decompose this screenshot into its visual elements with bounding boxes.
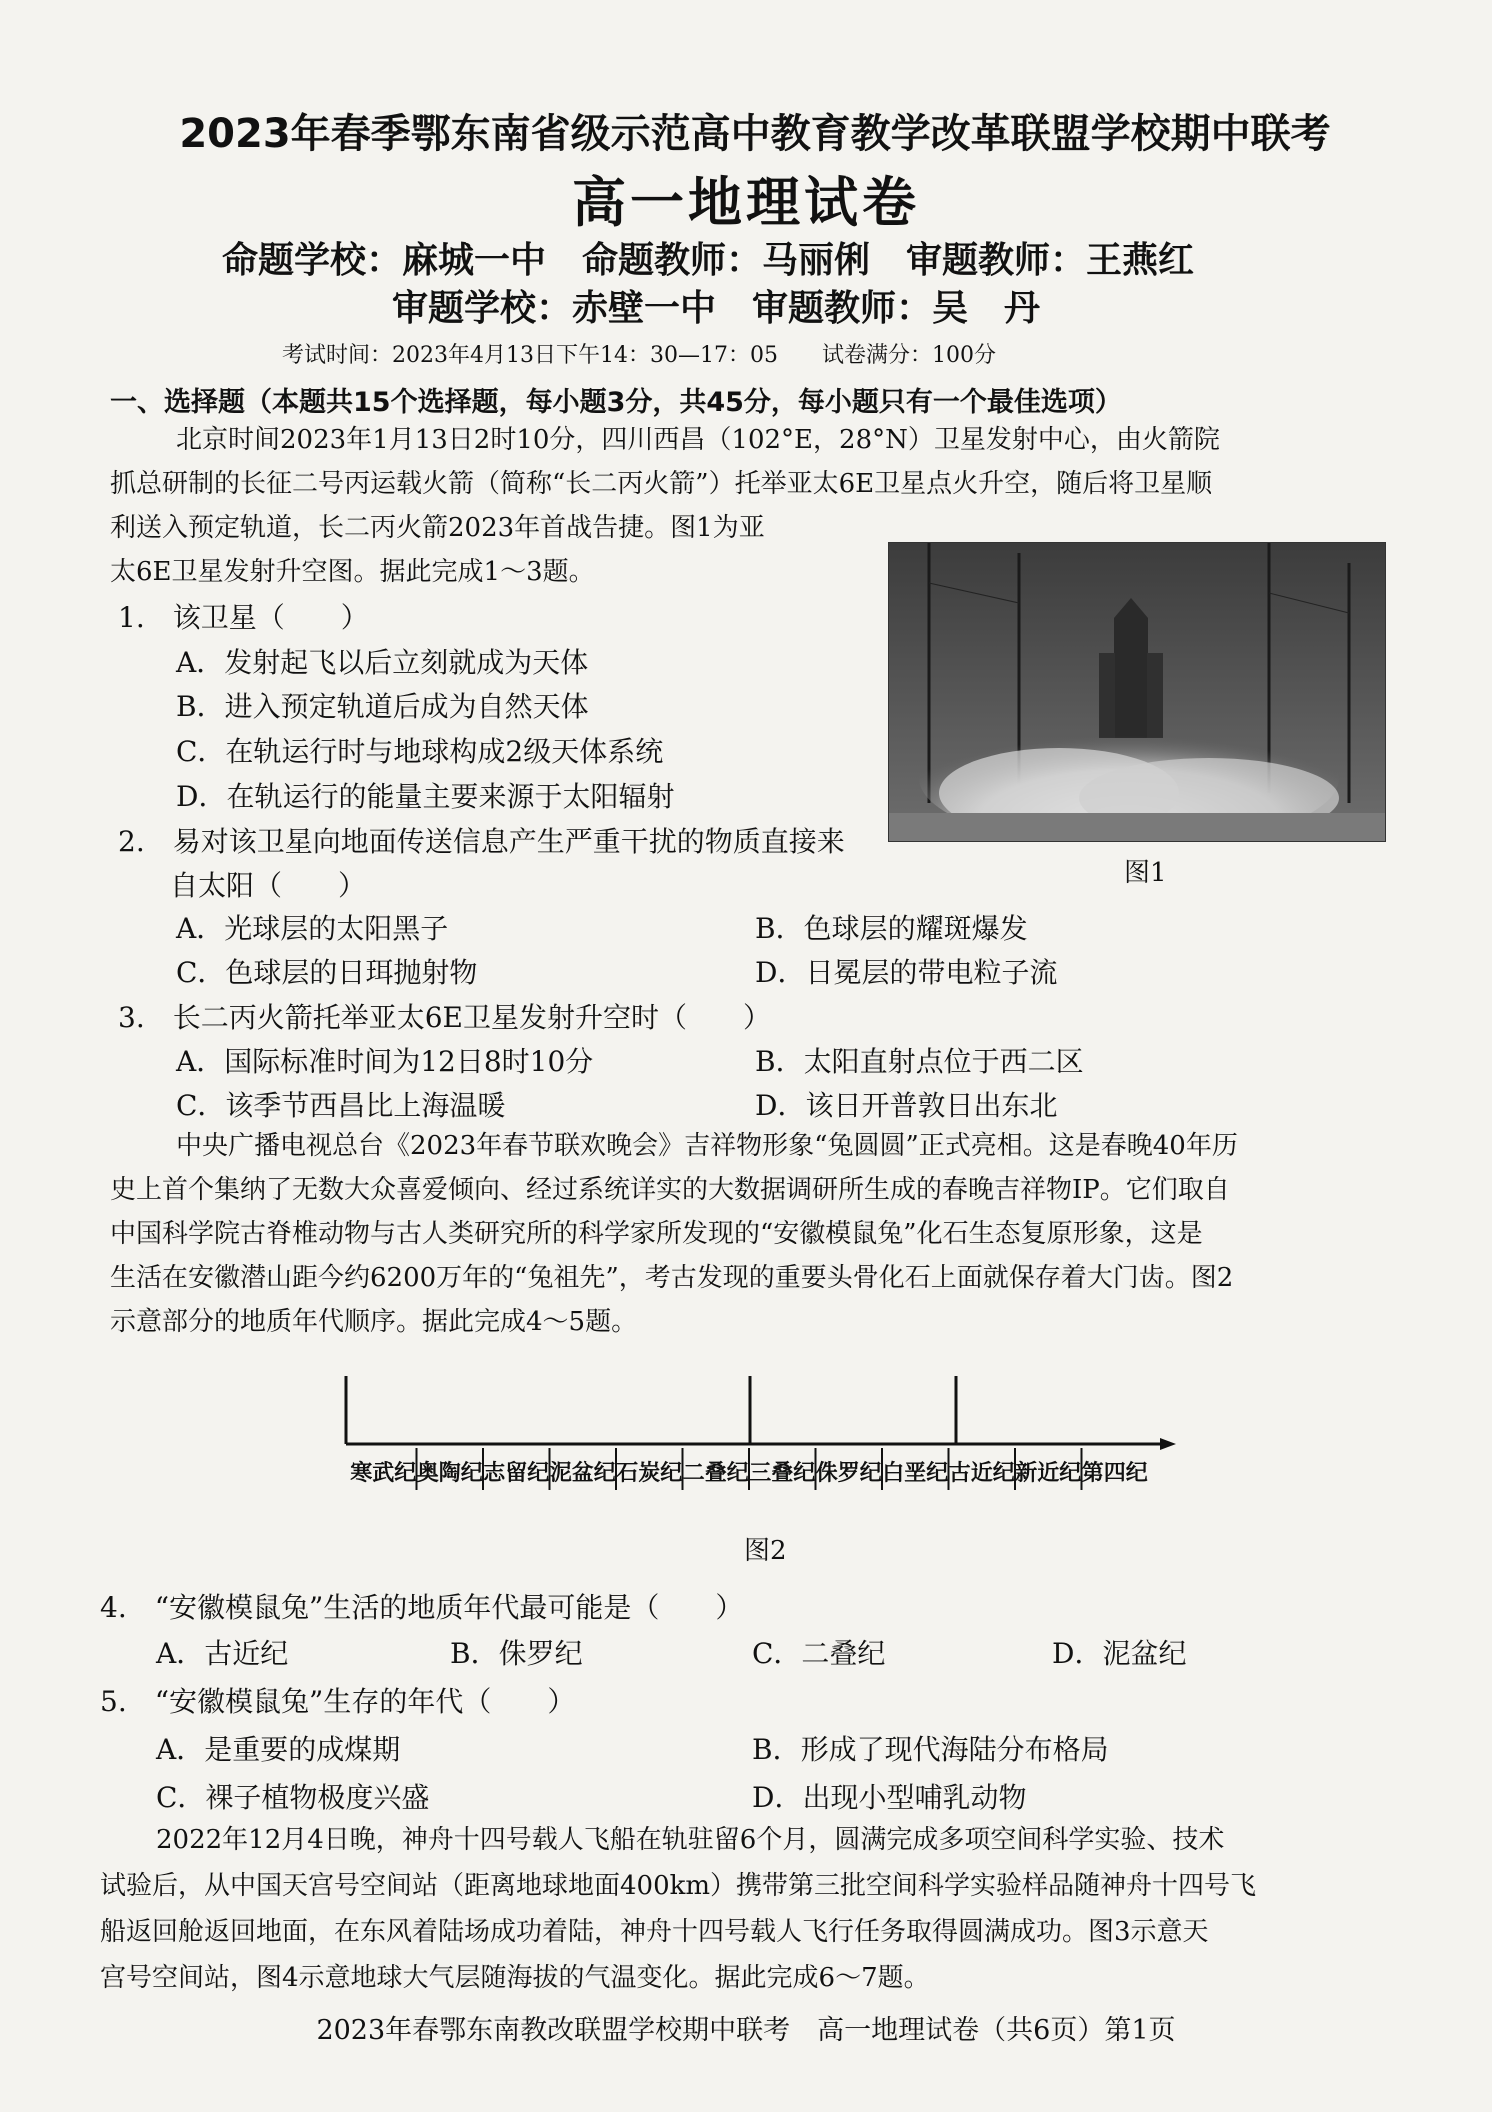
period-label: 三叠纪 bbox=[749, 1461, 816, 1486]
exam-subtitle: 高一地理试卷 bbox=[572, 171, 920, 234]
passage3-line: 试验后，从中国天宫号空间站（距离地球地面400km）携带第三批空间科学实验样品随神舟十四号飞 bbox=[100, 1871, 1257, 1901]
section-heading: 一、选择题（本题共15个选择题，每小题3分，共45分，每小题只有一个最佳选项） bbox=[110, 387, 1122, 418]
page-footer: 2023年春鄂东南教改联盟学校期中联考 高一地理试卷（共6页）第1页 bbox=[316, 2015, 1176, 2046]
passage1-line: 抓总研制的长征二号丙运载火箭（简称“长二丙火箭”）托举亚太6E卫星点火升空，随后将卫星顺 bbox=[110, 469, 1213, 499]
passage1-line: 利送入预定轨道，长二丙火箭2023年首战告捷。图1为亚 bbox=[110, 513, 765, 543]
timeline-arrow bbox=[1160, 1438, 1176, 1450]
q5-option-d: D．出现小型哺乳动物 bbox=[752, 1781, 1027, 1814]
rocket-launch-illustration bbox=[889, 543, 1385, 841]
q4-option-b: B．侏罗纪 bbox=[450, 1637, 583, 1670]
q5-option-c: C．裸子植物极度兴盛 bbox=[156, 1781, 430, 1814]
period-label: 古近纪 bbox=[948, 1461, 1015, 1486]
q4-option-a: A．古近纪 bbox=[156, 1637, 289, 1670]
q2-option-a: A．光球层的太阳黑子 bbox=[176, 912, 449, 945]
period-label: 奥陶纪 bbox=[416, 1461, 483, 1486]
q1-option-b: B．进入预定轨道后成为自然天体 bbox=[176, 690, 589, 723]
exam-title: 2023年春季鄂东南省级示范高中教育教学改革联盟学校期中联考 bbox=[179, 111, 1331, 157]
question-2-stem-cont: 自太阳（ ） bbox=[170, 869, 367, 902]
q2-option-d: D．日冕层的带电粒子流 bbox=[755, 956, 1058, 989]
rocket-launch-photo bbox=[888, 542, 1386, 842]
q2-option-b: B．色球层的耀斑爆发 bbox=[755, 912, 1028, 945]
period-label: 二叠纪 bbox=[682, 1461, 749, 1486]
q3-option-a: A．国际标准时间为12日8时10分 bbox=[176, 1045, 594, 1078]
passage1-line: 太6E卫星发射升空图。据此完成1～3题。 bbox=[110, 557, 595, 587]
passage2-line: 史上首个集纳了无数大众喜爱倾向、经过系统详实的大数据调研所生成的春晚吉祥物IP。它们取自 bbox=[110, 1175, 1230, 1205]
authors-line-2: 审题学校：赤壁一中 审题教师：吴 丹 bbox=[392, 288, 1041, 329]
question-1-stem: 1. 该卫星（ ） bbox=[118, 601, 369, 634]
passage3-line: 宫号空间站，图4示意地球大气层随海拔的气温变化。据此完成6～7题。 bbox=[100, 1963, 930, 1993]
period-label: 泥盆纪 bbox=[549, 1461, 616, 1486]
period-label: 新近纪 bbox=[1015, 1461, 1082, 1486]
passage2-line: 生活在安徽潜山距今约6200万年的“兔祖先”，考古发现的重要头骨化石上面就保存着大门齿。图2 bbox=[110, 1263, 1234, 1293]
q5-option-a: A．是重要的成煤期 bbox=[156, 1733, 401, 1766]
geologic-timeline bbox=[320, 1368, 1180, 1508]
period-label: 志留纪 bbox=[483, 1461, 550, 1486]
q1-option-d: D．在轨运行的能量主要来源于太阳辐射 bbox=[176, 780, 675, 813]
q3-option-b: B．太阳直射点位于西二区 bbox=[755, 1045, 1084, 1078]
passage3-line: 船返回舱返回地面，在东风着陆场成功着陆，神舟十四号载人飞行任务取得圆满成功。图3示意天 bbox=[100, 1917, 1209, 1947]
passage2-line: 中央广播电视总台《2023年春节联欢晚会》吉祥物形象“兔圆圆”正式亮相。这是春晚40年历 bbox=[176, 1131, 1238, 1161]
q1-option-a: A．发射起飞以后立刻就成为天体 bbox=[176, 646, 589, 679]
question-5-stem: 5. “安徽模鼠兔”生存的年代（ ） bbox=[100, 1685, 576, 1718]
question-2-stem: 2. 易对该卫星向地面传送信息产生严重干扰的物质直接来 bbox=[118, 825, 845, 858]
q3-option-c: C．该季节西昌比上海温暖 bbox=[176, 1089, 506, 1122]
q1-option-c: C．在轨运行时与地球构成2级天体系统 bbox=[176, 735, 664, 768]
passage3-line: 2022年12月4日晚，神舟十四号载人飞船在轨驻留6个月，圆满完成多项空间科学实验、技术 bbox=[156, 1825, 1225, 1855]
question-3-stem: 3. 长二丙火箭托举亚太6E卫星发射升空时（ ） bbox=[118, 1001, 771, 1034]
q4-option-d: D．泥盆纪 bbox=[1052, 1637, 1187, 1670]
period-label: 侏罗纪 bbox=[815, 1461, 882, 1486]
exam-info: 考试时间：2023年4月13日下午14：30—17：05 试卷满分：100分 bbox=[282, 343, 996, 368]
period-label: 第四纪 bbox=[1081, 1461, 1148, 1486]
q5-option-b: B．形成了现代海陆分布格局 bbox=[752, 1733, 1109, 1766]
question-4-stem: 4. “安徽模鼠兔”生活的地质年代最可能是（ ） bbox=[100, 1591, 744, 1624]
figure1-caption: 图1 bbox=[1124, 858, 1167, 888]
passage2-line: 示意部分的地质年代顺序。据此完成4～5题。 bbox=[110, 1307, 638, 1337]
passage1-line: 北京时间2023年1月13日2时10分，四川西昌（102°E，28°N）卫星发射中心，由火箭院 bbox=[176, 425, 1220, 455]
q3-option-d: D．该日开普敦日出东北 bbox=[755, 1089, 1058, 1122]
q4-option-c: C．二叠纪 bbox=[752, 1637, 886, 1670]
passage2-line: 中国科学院古脊椎动物与古人类研究所的科学家所发现的“安徽模鼠兔”化石生态复原形象，这是 bbox=[110, 1219, 1203, 1249]
period-label: 石炭纪 bbox=[616, 1461, 683, 1486]
period-label: 白垩纪 bbox=[882, 1461, 949, 1486]
authors-line-1: 命题学校：麻城一中 命题教师：马丽俐 审题教师：王燕红 bbox=[222, 240, 1195, 281]
period-label: 寒武纪 bbox=[350, 1461, 417, 1486]
q2-option-c: C．色球层的日珥抛射物 bbox=[176, 956, 478, 989]
figure2-caption: 图2 bbox=[744, 1536, 787, 1566]
